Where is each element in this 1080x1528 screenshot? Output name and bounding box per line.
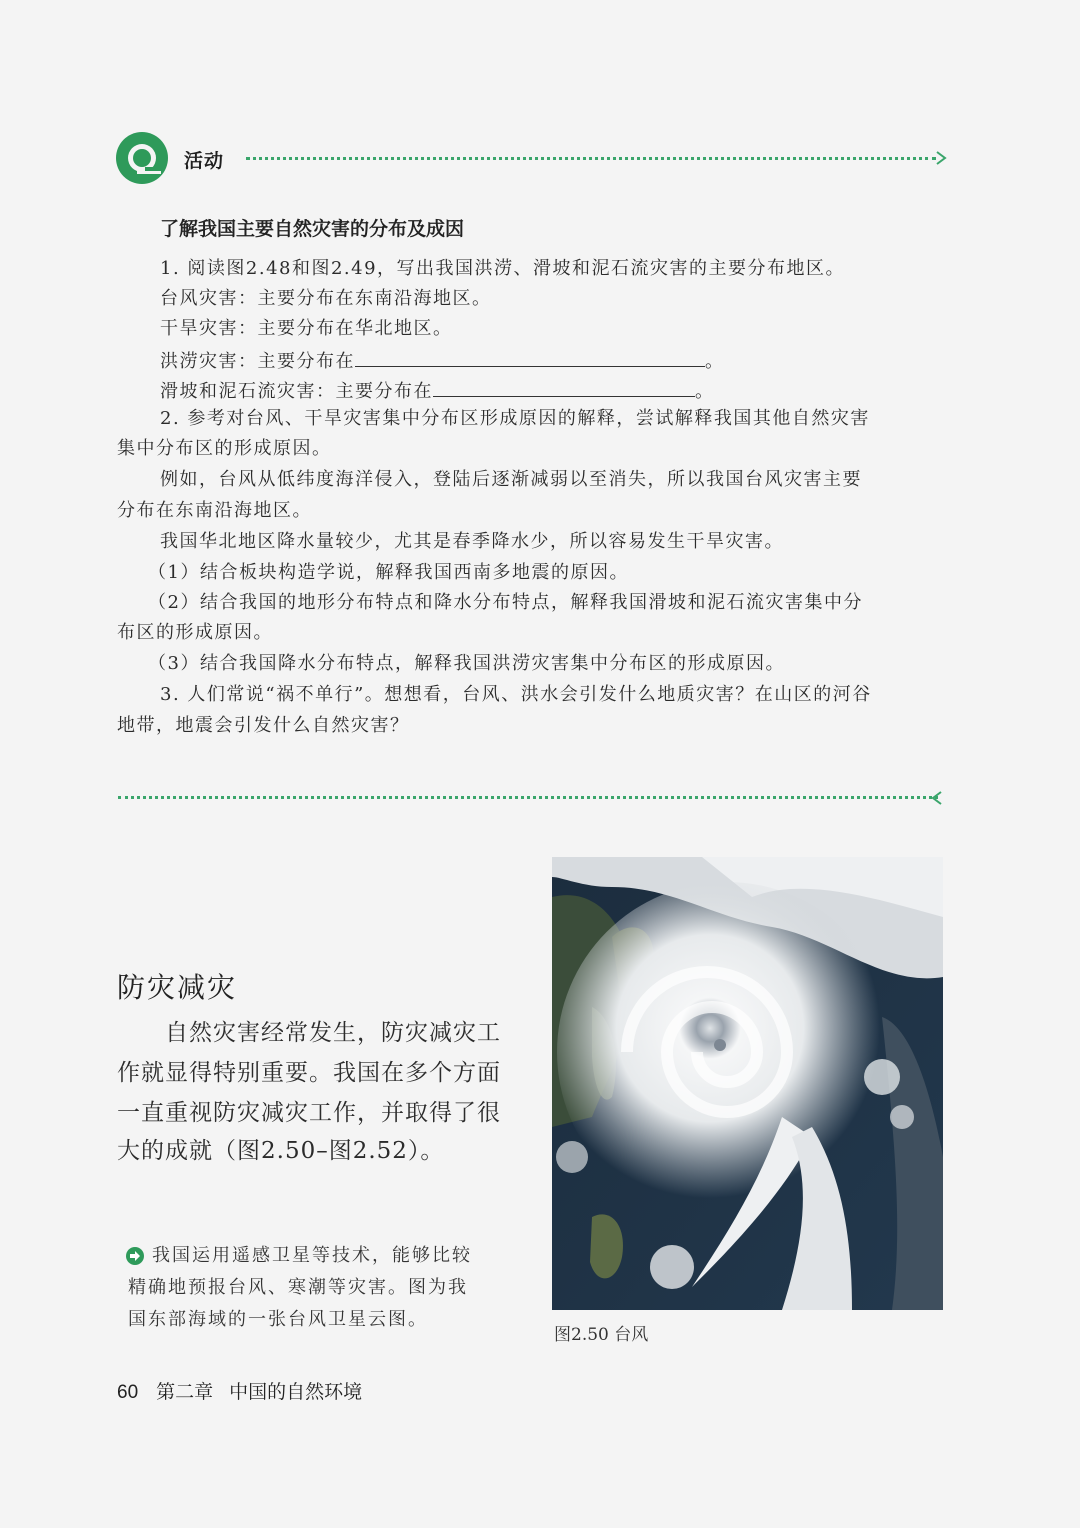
landslide-prefix: 滑坡和泥石流灾害：主要分布在 bbox=[160, 381, 433, 402]
flood-prefix: 洪涝灾害：主要分布在 bbox=[160, 351, 355, 372]
top-dotted-rule bbox=[246, 157, 936, 160]
note-line: 精确地预报台风、寒潮等灾害。图为我 bbox=[128, 1277, 468, 1298]
sub-question-2-line1: （2）结合我国的地形分布特点和降水分布特点，解释我国滑坡和泥石流灾害集中分 bbox=[148, 592, 863, 613]
sub-question-1: （1）结合板块构造学说，解释我国西南多地震的原因。 bbox=[148, 562, 629, 583]
typhoon-satellite-image bbox=[552, 857, 943, 1310]
section-text-line: 自然灾害经常发生，防灾减灾工 bbox=[165, 1020, 501, 1046]
flood-answer-blank[interactable] bbox=[355, 344, 705, 367]
page-number: 60 bbox=[117, 1382, 139, 1403]
example-line2: 分布在东南沿海地区。 bbox=[117, 500, 312, 521]
chevron-left-icon bbox=[930, 789, 944, 807]
question-2-line2: 集中分布区的形成原因。 bbox=[117, 438, 332, 459]
landslide-blank-row bbox=[160, 374, 715, 407]
activity-icon bbox=[115, 131, 169, 185]
section-title: 防灾减灾 bbox=[117, 971, 238, 1004]
sub-question-3: （3）结合我国降水分布特点，解释我国洪涝灾害集中分布区的形成原因。 bbox=[148, 653, 785, 674]
note-line: 国东部海域的一张台风卫星云图。 bbox=[128, 1309, 428, 1330]
sub-question-2-line2: 布区的形成原因。 bbox=[117, 622, 273, 643]
activity-heading: 了解我国主要自然灾害的分布及成因 bbox=[160, 218, 465, 240]
example-line1: 例如，台风从低纬度海洋侵入，登陆后逐渐减弱以至消失，所以我国台风灾害主要 bbox=[160, 469, 862, 490]
bottom-dotted-rule bbox=[118, 796, 938, 799]
section-text-line: 大的成就（图2.50–图2.52）。 bbox=[117, 1138, 445, 1164]
page-footer bbox=[117, 1377, 362, 1404]
question-2-line1: 2. 参考对台风、干旱灾害集中分布区形成原因的解释，尝试解释我国其他自然灾害 bbox=[160, 408, 870, 429]
flood-blank-row bbox=[160, 344, 725, 377]
activity-label: 活动 bbox=[184, 150, 225, 172]
section-text-line: 作就显得特别重要。我国在多个方面 bbox=[117, 1060, 501, 1086]
example-line3: 我国华北地区降水量较少，尤其是春季降水少，所以容易发生干旱灾害。 bbox=[160, 531, 784, 552]
flood-period: 。 bbox=[705, 351, 725, 372]
typhoon-answer: 台风灾害：主要分布在东南沿海地区。 bbox=[160, 288, 492, 309]
question-3-line2: 地带，地震会引发什么自然灾害？ bbox=[117, 715, 410, 736]
landslide-period: 。 bbox=[695, 381, 715, 402]
drought-answer: 干旱灾害：主要分布在华北地区。 bbox=[160, 318, 453, 339]
landslide-answer-blank[interactable] bbox=[433, 374, 695, 397]
arrow-right-circle-icon bbox=[125, 1246, 145, 1266]
figure-caption: 图2.50 台风 bbox=[554, 1325, 649, 1345]
question-1: 1. 阅读图2.48和图2.49，写出我国洪涝、滑坡和泥石流灾害的主要分布地区。 bbox=[160, 258, 846, 279]
section-text-line: 一直重视防灾减灾工作，并取得了很 bbox=[117, 1100, 501, 1126]
question-3-line1: 3. 人们常说“祸不单行”。想想看，台风、洪水会引发什么地质灾害？在山区的河谷 bbox=[160, 684, 872, 705]
chapter-title: 中国的自然环境 bbox=[229, 1381, 363, 1403]
chevron-right-icon bbox=[934, 149, 948, 167]
chapter-label: 第二章 bbox=[156, 1381, 214, 1403]
note-line: 我国运用遥感卫星等技术，能够比较 bbox=[152, 1245, 472, 1266]
